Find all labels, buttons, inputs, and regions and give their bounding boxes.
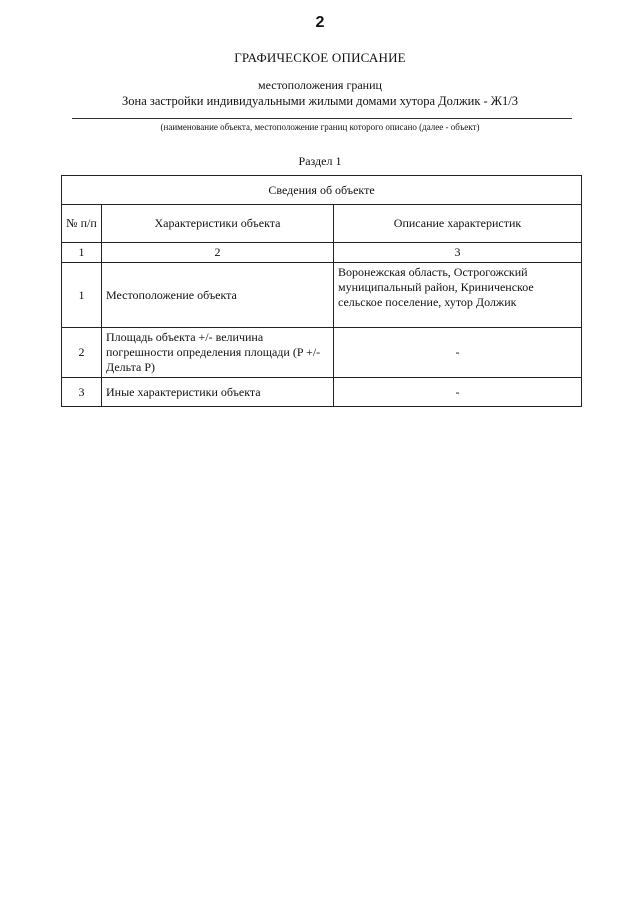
table-column-header-row <box>62 205 582 243</box>
page-number: 2 <box>315 14 325 31</box>
table-row <box>62 328 582 378</box>
section-title: Раздел 1 <box>298 154 342 168</box>
object-name: Зона застройки индивидуальными жилыми домами хутора Должик - Ж1/3 <box>122 94 518 108</box>
object-name-caption: (наименование объекта, местоположение границ которого описано (далее - объект) <box>160 122 480 132</box>
row-number: 1 <box>62 263 102 328</box>
row-description: - <box>334 328 582 378</box>
row-number: 3 <box>62 378 102 407</box>
row-characteristic: Местоположение объекта <box>102 263 334 328</box>
row-characteristic: Иные характеристики объекта <box>102 378 334 407</box>
column-header-description: Описание характеристик <box>334 205 582 243</box>
table-row <box>62 263 582 328</box>
row-characteristic: Площадь объекта +/- величина погрешности определения площади (P +/- Дельта P) <box>102 328 334 378</box>
column-number-3: 3 <box>334 243 582 263</box>
table-heading-row <box>62 176 582 205</box>
object-info-table <box>61 175 582 407</box>
row-number: 2 <box>62 328 102 378</box>
row-description: Воронежская область, Острогожский муниципальный район, Криниченское сельское поселение, хутор Должик <box>334 263 582 328</box>
document-title: ГРАФИЧЕСКОЕ ОПИСАНИЕ <box>234 50 406 65</box>
column-number-2: 2 <box>102 243 334 263</box>
column-number-1: 1 <box>62 243 102 263</box>
table-heading: Сведения об объекте <box>62 176 582 205</box>
document-subtitle: местоположения границ <box>258 78 382 92</box>
table-column-number-row <box>62 243 582 263</box>
column-header-num: № п/п <box>62 205 102 243</box>
underline-rule <box>72 118 572 119</box>
column-header-characteristic: Характеристики объекта <box>102 205 334 243</box>
table-row <box>62 378 582 407</box>
row-description: - <box>334 378 582 407</box>
